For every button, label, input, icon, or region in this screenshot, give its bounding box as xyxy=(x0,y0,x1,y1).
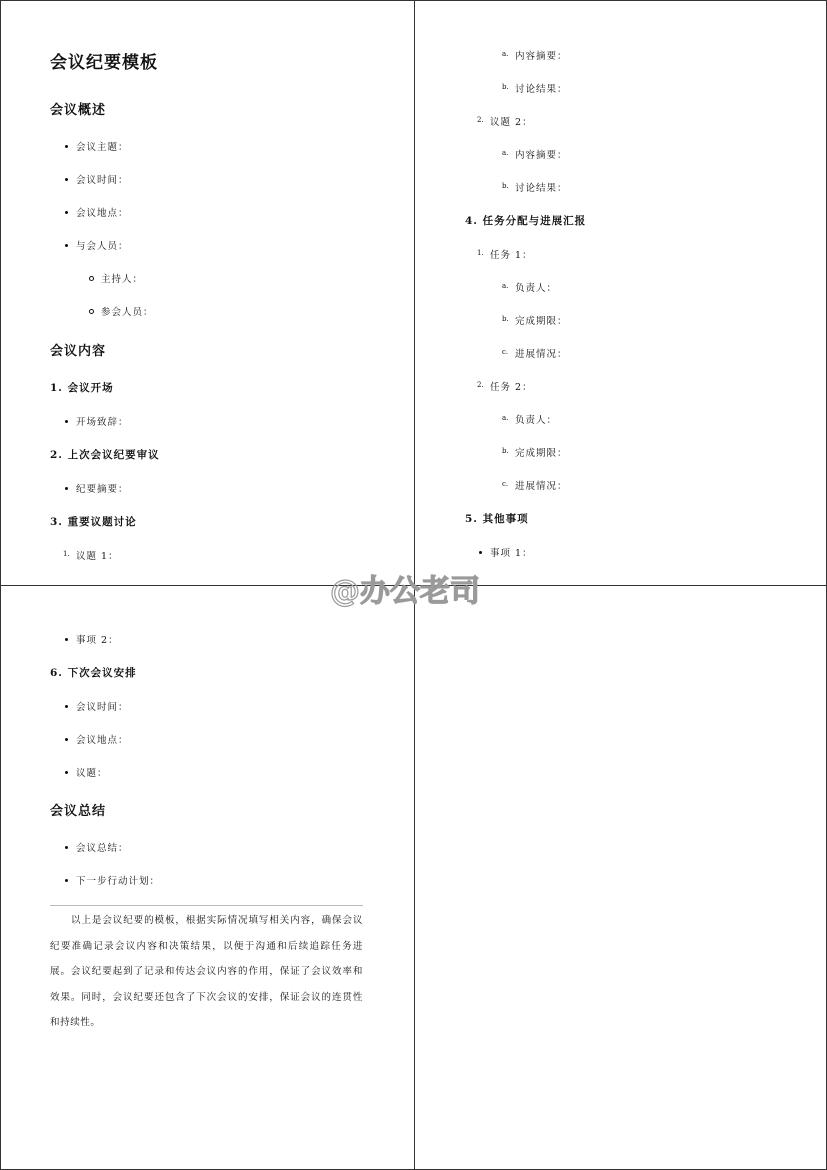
list-item: 事项 2： xyxy=(76,632,370,646)
page-3 xyxy=(50,632,370,1036)
section-heading: 3. 重要议题讨论 xyxy=(50,516,137,528)
item-label: 完成期限： xyxy=(515,448,568,459)
document-title: 会议纪要模板 xyxy=(50,53,158,73)
footnote-divider xyxy=(50,905,363,906)
item-label: 进展情况： xyxy=(515,481,568,492)
page-1 xyxy=(50,48,400,562)
item-label: 任务 2： xyxy=(490,382,533,393)
section-heading: 6. 下次会议安排 xyxy=(50,667,137,679)
list-item: 会议时间： xyxy=(76,172,400,186)
list-item: 纪要摘要： xyxy=(76,481,400,495)
lettered-item xyxy=(502,48,805,62)
item-label: 负责人： xyxy=(515,283,558,294)
item-number: 2. xyxy=(477,116,484,124)
numbered-item xyxy=(477,247,805,261)
section-heading: 2. 上次会议纪要审议 xyxy=(50,449,160,461)
item-marker: b. xyxy=(502,447,509,455)
sub-list-item: 主持人： xyxy=(101,271,400,285)
item-label: 任务 1： xyxy=(490,250,533,261)
item-label: 内容摘要： xyxy=(515,51,568,62)
page-2 xyxy=(465,48,805,559)
list-item: 下一步行动计划： xyxy=(76,873,370,887)
numbered-item xyxy=(477,379,805,393)
section-heading: 5. 其他事项 xyxy=(465,513,529,525)
lettered-item xyxy=(502,81,805,95)
item-label: 讨论结果： xyxy=(515,84,568,95)
list-item: 会议主题： xyxy=(76,139,400,153)
list-item: 与会人员： xyxy=(76,238,400,252)
numbered-item xyxy=(63,548,400,562)
item-number: 2. xyxy=(477,381,484,389)
item-label: 议题 2： xyxy=(490,117,533,128)
content-heading: 会议内容 xyxy=(50,344,107,359)
item-marker: c. xyxy=(502,348,509,356)
item-marker: a. xyxy=(502,149,509,157)
section-heading: 4. 任务分配与进展汇报 xyxy=(465,215,587,227)
closing-paragraph: 以上是会议纪要的模板，根据实际情况填写相关内容，确保会议纪要准确记录会议内容和决策结果，以便于沟通和后续追踪任务进展。会议纪要起到了记录和传达会议内容的作用，保证了会议效率和效果。同时，会议纪要还包含了下次会议的安排，保证会议的连贯性和持续性。 xyxy=(50,915,363,1028)
sub-list-item: 参会人员： xyxy=(101,304,400,318)
lettered-item xyxy=(502,478,805,492)
item-marker: a. xyxy=(502,414,509,422)
lettered-item xyxy=(502,147,805,161)
list-item: 会议地点： xyxy=(76,205,400,219)
summary-heading: 会议总结 xyxy=(50,804,107,819)
lettered-item xyxy=(502,313,805,327)
item-marker: a. xyxy=(502,50,509,58)
numbered-item xyxy=(477,114,805,128)
overview-heading: 会议概述 xyxy=(50,103,107,118)
section-heading: 1. 会议开场 xyxy=(50,382,114,394)
item-marker: a. xyxy=(502,282,509,290)
item-marker: b. xyxy=(502,83,509,91)
item-number: 1. xyxy=(63,550,70,558)
list-item: 会议时间： xyxy=(76,699,370,713)
watermark: @办公老司 xyxy=(330,574,480,609)
item-label: 讨论结果： xyxy=(515,183,568,194)
lettered-item xyxy=(502,346,805,360)
lettered-item xyxy=(502,445,805,459)
lettered-item xyxy=(502,412,805,426)
item-label: 进展情况： xyxy=(515,349,568,360)
item-label: 完成期限： xyxy=(515,316,568,327)
item-marker: c. xyxy=(502,480,509,488)
list-item: 议题： xyxy=(76,765,370,779)
item-number: 1. xyxy=(477,249,484,257)
list-item: 事项 1： xyxy=(490,545,805,559)
lettered-item xyxy=(502,280,805,294)
list-item: 开场致辞： xyxy=(76,414,400,428)
list-item: 会议总结： xyxy=(76,840,370,854)
item-marker: b. xyxy=(502,315,509,323)
item-marker: b. xyxy=(502,182,509,190)
list-item: 会议地点： xyxy=(76,732,370,746)
item-label: 议题 1： xyxy=(76,551,119,562)
item-label: 内容摘要： xyxy=(515,150,568,161)
lettered-item xyxy=(502,180,805,194)
item-label: 负责人： xyxy=(515,415,558,426)
